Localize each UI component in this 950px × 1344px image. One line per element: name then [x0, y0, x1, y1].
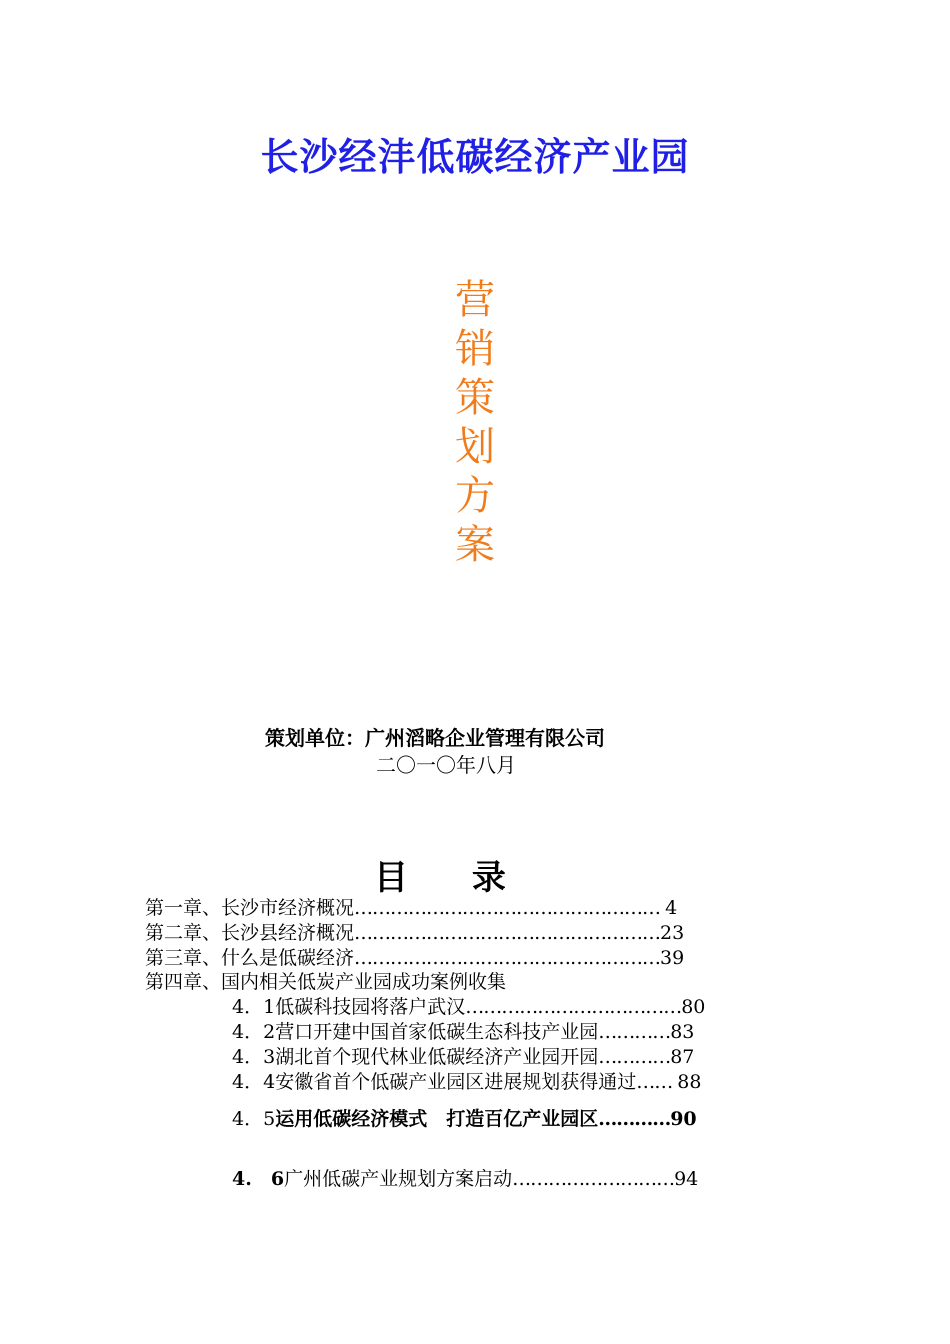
plan-type-vertical-title	[445, 276, 505, 570]
document-date: 二〇一〇年八月	[376, 753, 516, 777]
toc-section-number: 4．3	[232, 1046, 276, 1068]
toc-leader-dots: …………	[598, 1046, 671, 1068]
toc-entry-text: 安徽省首个低碳产业园区进展规划获得通过	[275, 1071, 637, 1093]
toc-section-number: 4．1	[232, 996, 276, 1018]
vertical-char: 策	[455, 375, 495, 421]
toc-entry-section-4-2[interactable]	[232, 1020, 694, 1044]
toc-entry-chapter-1[interactable]	[145, 896, 677, 920]
toc-entry-section-4-1[interactable]	[232, 995, 705, 1019]
toc-page-number: 87	[670, 1046, 695, 1068]
toc-entry-section-4-3[interactable]	[232, 1045, 694, 1069]
toc-page-number: 4	[665, 897, 678, 919]
toc-entry-chapter-4[interactable]	[145, 970, 506, 994]
vertical-char: 划	[455, 424, 495, 470]
toc-page-number: 90	[670, 1108, 697, 1130]
toc-leader-dots: ……………………………………………	[354, 897, 666, 919]
vertical-char: 销	[455, 326, 495, 372]
toc-entry-text: 低碳科技园将落户武汉	[275, 996, 466, 1018]
toc-entry-text: 营口开建中国首家低碳生态科技产业园	[275, 1021, 599, 1043]
toc-leader-dots: …………	[598, 1108, 671, 1130]
vertical-char: 案	[455, 522, 495, 568]
toc-entry-text: 湖北首个现代林业低碳经济产业园开园	[275, 1046, 599, 1068]
toc-page-number: 80	[681, 996, 706, 1018]
planning-organization: 策划单位：广州滔略企业管理有限公司	[265, 726, 605, 750]
toc-leader-dots: ……………………………………………	[354, 922, 661, 944]
toc-leader-dots: ………………………………	[465, 996, 682, 1018]
toc-page-number: 94	[674, 1168, 699, 1190]
document-title: 长沙经沣低碳经济产业园	[260, 135, 690, 179]
toc-leader-dots: ……	[636, 1071, 678, 1093]
vertical-char: 方	[455, 473, 495, 519]
toc-page-number: 88	[677, 1071, 702, 1093]
toc-page-number: 23	[660, 922, 685, 944]
toc-entry-chapter-2[interactable]	[145, 921, 684, 945]
toc-page-number: 39	[660, 947, 685, 969]
toc-section-number: 4. 6	[232, 1168, 285, 1190]
toc-leader-dots: ………………………	[512, 1168, 675, 1190]
toc-leader-dots: ……………………………………………	[354, 947, 661, 969]
toc-leader-dots: …………	[598, 1021, 671, 1043]
toc-entry-section-4-6[interactable]	[232, 1167, 698, 1191]
toc-entry-section-4-4[interactable]	[232, 1070, 701, 1094]
toc-section-number: 4．2	[232, 1021, 276, 1043]
toc-entry-section-4-5[interactable]	[232, 1107, 697, 1131]
toc-entry-text: 第二章、长沙县经济概况	[145, 922, 355, 944]
toc-section-number: 4．5	[232, 1108, 276, 1130]
toc-entry-text: 第四章、国内相关低炭产业园成功案例收集	[145, 971, 507, 993]
toc-section-number: 4．4	[232, 1071, 276, 1093]
toc-entry-text: 运用低碳经济模式 打造百亿产业园区	[275, 1108, 599, 1130]
toc-entry-chapter-3[interactable]	[145, 946, 684, 970]
toc-heading: 目 录	[374, 858, 532, 898]
toc-page-number: 83	[670, 1021, 695, 1043]
vertical-char: 营	[455, 277, 495, 323]
toc-entry-text: 第一章、长沙市经济概况	[145, 897, 355, 919]
toc-entry-text: 广州低碳产业规划方案启动	[284, 1168, 513, 1190]
toc-entry-text: 第三章、什么是低碳经济	[145, 947, 355, 969]
